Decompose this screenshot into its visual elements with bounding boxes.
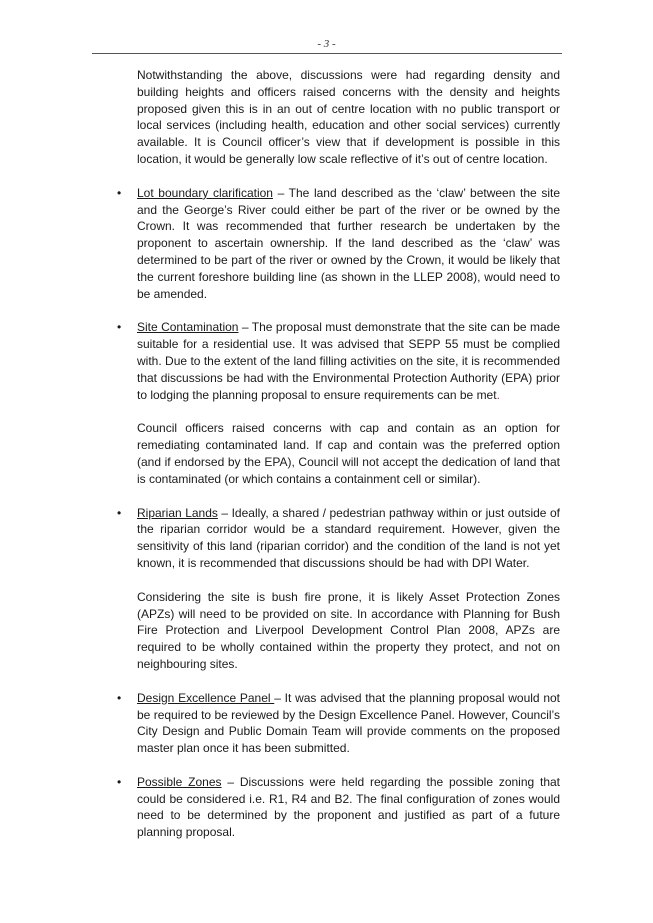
list-item-possible-zones [117,774,561,841]
page-number: - 3 - [317,38,336,50]
bullet-icon: • [117,185,122,200]
item-sub-paragraph: Council officers raised concerns with cap and contain as an option for remediating contaminated land. If cap and contain was the preferred option (and if endorsed by the EPA), Council will not accept the dedication of land that is contaminated (or which contains a containment cell or similar). [137,421,560,486]
item-heading: Riparian Lands [137,505,218,520]
item-text: – The land described as the ‘claw’ between the site and the George’s River could either be part of the river or be owned by the Crown. It was recommended that further research be undertaken by the proponent to ascertain ownership. If the land described as the ‘claw’ was determined to be part of the river or owned by the Crown, it would be likely that the current foreshore building line (as shown in the LLEP 2008), would need to be amended. [137,185,560,301]
list-item-site-contamination [117,319,561,487]
item-heading: Design Excellence Panel [137,690,275,705]
item-paragraph [137,505,560,572]
item-text: – Ideally, a shared / pedestrian pathway within or just outside of the riparian corridor would be a standard requirement. However, given the sensitivity of this land (riparian corridor) and the condition of the land is not yet known, it is recommended that discussions should be had with DPI Water. [137,505,560,570]
item-sub-paragraph: Considering the site is bush fire prone, it is likely Asset Protection Zones (APZs) will need to be provided on site. In accordance with Planning for Bush Fire Protection and Liverpool Development Control Plan 2008, APZs are required to be wholly contained within the property they protect, and not on neighbouring sites. [137,589,560,671]
header-rule [92,53,562,54]
item-heading: Lot boundary clarification [137,185,273,200]
item-text-end: . [496,387,500,402]
item-text: – It was advised that the planning proposal would not be required to be reviewed by the Design Excellence Panel. However, Council’s City Design and Public Domain Team will provide comments on the proposed master plan once it has been submitted. [137,690,561,756]
list-item-design-excellence [117,690,561,757]
list-item-lot-boundary [117,185,560,303]
bullet-icon: • [117,774,122,789]
list-item-riparian-lands [117,505,560,673]
item-heading: Possible Zones [137,774,222,789]
document-body [117,67,561,858]
item-paragraph [137,690,560,757]
item-text: – Discussions were held regarding the possible zoning that could be considered i.e. R1, R4 and B2. The final configuration of zones would need to be determined by the proponent and justified as part of a future planning proposal. [137,774,561,840]
bullet-icon: • [117,320,122,335]
bullet-icon: • [117,505,122,520]
item-paragraph [137,319,560,403]
item-text: – The proposal must demonstrate that the site can be made suitable for a residential use. It was advised that SEPP 55 must be complied with. Due to the extent of the land filling activities on the site, it is recommended that discussions be had with the Environmental Protection Authority (EPA) prior to lodging the planning proposal to ensure requirements can be met [137,320,561,402]
bullet-icon: • [117,690,122,705]
item-paragraph [137,774,560,841]
item-heading: Site Contamination [137,320,239,335]
item-paragraph [137,185,560,303]
intro-paragraph: Notwithstanding the above, discussions were had regarding density and building heights and officers raised concerns with the density and heights proposed given this is in an out of centre location with no public transport or local services (including health, education and other social services) currently available. It is Council officer’s view that if development is possible in this location, it would be generally low scale reflective of it’s out of centre location. [137,68,560,166]
